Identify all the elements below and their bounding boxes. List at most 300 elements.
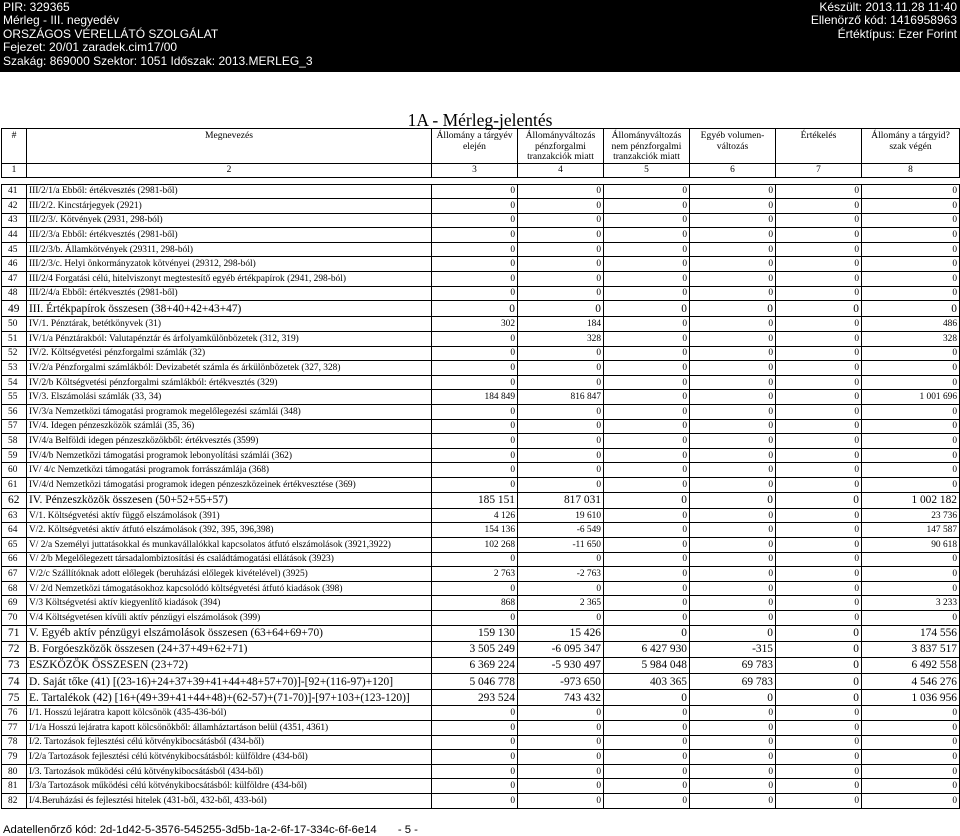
valuation-value: 0 bbox=[776, 463, 862, 478]
opening-value: 5 046 778 bbox=[432, 674, 518, 690]
volume-change-value: 0 bbox=[690, 492, 776, 508]
row-number: 73 bbox=[2, 657, 27, 673]
opening-value: 0 bbox=[432, 706, 518, 721]
valuation-value: 0 bbox=[776, 242, 862, 257]
cash-change-value: 0 bbox=[518, 375, 604, 390]
opening-value: 0 bbox=[432, 463, 518, 478]
valuation-value: 0 bbox=[776, 213, 862, 228]
volume-change-value: 0 bbox=[690, 405, 776, 420]
noncash-change-value: 0 bbox=[604, 242, 690, 257]
closing-value: 0 bbox=[862, 448, 960, 463]
table-row bbox=[2, 610, 960, 625]
noncash-change-value: 0 bbox=[604, 286, 690, 301]
noncash-change-value: 0 bbox=[604, 434, 690, 449]
noncash-change-value: 0 bbox=[604, 405, 690, 420]
volume-change-value: 0 bbox=[690, 735, 776, 750]
col-header-number: # bbox=[2, 129, 27, 164]
closing-value: 0 bbox=[862, 228, 960, 243]
table-row bbox=[2, 492, 960, 508]
opening-value: 0 bbox=[432, 610, 518, 625]
table-row bbox=[2, 419, 960, 434]
noncash-change-value: 0 bbox=[604, 537, 690, 552]
valuation-value: 0 bbox=[776, 706, 862, 721]
closing-value: 328 bbox=[862, 332, 960, 347]
table-row bbox=[2, 361, 960, 376]
table-row bbox=[2, 537, 960, 552]
cash-change-value: 184 bbox=[518, 317, 604, 332]
row-number: 41 bbox=[2, 184, 27, 199]
cash-change-value: 0 bbox=[518, 477, 604, 492]
row-name: I/3. Tartozások működési célú kötvénykibocsátásból (434-ből) bbox=[27, 764, 432, 779]
volume-change-value: 0 bbox=[690, 625, 776, 641]
row-number: 80 bbox=[2, 764, 27, 779]
closing-value: 3 837 517 bbox=[862, 641, 960, 657]
noncash-change-value: 0 bbox=[604, 463, 690, 478]
opening-value: 3 505 249 bbox=[432, 641, 518, 657]
closing-value: 0 bbox=[862, 463, 960, 478]
row-number: 71 bbox=[2, 625, 27, 641]
volume-change-value: 0 bbox=[690, 764, 776, 779]
row-name: IV/2/b Költségvetési pénzforgalmi számlákból: értékvesztés (329) bbox=[27, 375, 432, 390]
row-number: 52 bbox=[2, 346, 27, 361]
row-name: III/2/2. Kincstárjegyek (2921) bbox=[27, 199, 432, 214]
cash-change-value: 817 031 bbox=[518, 492, 604, 508]
opening-value: 185 151 bbox=[432, 492, 518, 508]
volume-change-value: 0 bbox=[690, 779, 776, 794]
col-header-cash-change: Állományváltozás pénzforgalmi tranzakciók miatt bbox=[518, 129, 604, 164]
row-name: IV/4/b Nemzetközi támogatási programok lebonyolítási számlái (362) bbox=[27, 448, 432, 463]
closing-value: 0 bbox=[862, 610, 960, 625]
volume-change-value: 0 bbox=[690, 361, 776, 376]
opening-value: 0 bbox=[432, 434, 518, 449]
cash-change-value: 0 bbox=[518, 779, 604, 794]
header-value-type: Értéktípus: Ezer Forint bbox=[837, 26, 957, 41]
cash-change-value: 0 bbox=[518, 552, 604, 567]
header-report-type: Mérleg - III. negyedév bbox=[3, 13, 120, 28]
table-row bbox=[2, 448, 960, 463]
opening-value: 0 bbox=[432, 361, 518, 376]
volume-change-value: 0 bbox=[690, 750, 776, 765]
closing-value: 6 492 558 bbox=[862, 657, 960, 673]
volume-change-value: 0 bbox=[690, 419, 776, 434]
noncash-change-value: 0 bbox=[604, 523, 690, 538]
row-name: III/2/4/a Ebből: értékvesztés (2981-ből) bbox=[27, 286, 432, 301]
valuation-value: 0 bbox=[776, 257, 862, 272]
closing-value: 0 bbox=[862, 361, 960, 376]
table-row bbox=[2, 346, 960, 361]
cash-change-value: 0 bbox=[518, 272, 604, 287]
row-name: V/ 2/a Személyi juttatásokkal és munkavállalókkal kapcsolatos átfutó elszámolások (3921,3922) bbox=[27, 537, 432, 552]
valuation-value: 0 bbox=[776, 552, 862, 567]
row-number: 72 bbox=[2, 641, 27, 657]
col-header-noncash-change: Állományváltozás nem pénzforgalmi tranzakciók miatt bbox=[604, 129, 690, 164]
volume-change-value: 0 bbox=[690, 184, 776, 199]
closing-value: 0 bbox=[862, 213, 960, 228]
volume-change-value: 0 bbox=[690, 610, 776, 625]
row-name: V/ 2/b Megelőlegezett társadalombiztosítási és családtámogatási ellátások (3923) bbox=[27, 552, 432, 567]
row-name: ESZKÖZÖK ÖSSZESEN (23+72) bbox=[27, 657, 432, 673]
row-number: 76 bbox=[2, 706, 27, 721]
table-row bbox=[2, 434, 960, 449]
row-name: III/2/3/a Ebből: értékvesztés (2981-ből) bbox=[27, 228, 432, 243]
valuation-value: 0 bbox=[776, 346, 862, 361]
col-header-opening: Állomány a tárgyév elején bbox=[432, 129, 518, 164]
volume-change-value: 0 bbox=[690, 508, 776, 523]
row-number: 62 bbox=[2, 492, 27, 508]
opening-value: 0 bbox=[432, 779, 518, 794]
column-header-row bbox=[2, 129, 960, 164]
opening-value: 0 bbox=[432, 375, 518, 390]
header-chapter: Fejezet: 20/01 zaradek.cim17/00 bbox=[3, 40, 178, 55]
closing-value: 90 618 bbox=[862, 537, 960, 552]
opening-value: 0 bbox=[432, 332, 518, 347]
cash-change-value: 0 bbox=[518, 794, 604, 809]
table-row bbox=[2, 390, 960, 405]
closing-value: 0 bbox=[862, 794, 960, 809]
volume-change-value: 0 bbox=[690, 581, 776, 596]
page-footer bbox=[3, 824, 436, 836]
cash-change-value: 0 bbox=[518, 361, 604, 376]
row-number: 69 bbox=[2, 596, 27, 611]
table-row bbox=[2, 477, 960, 492]
closing-value: 1 036 956 bbox=[862, 690, 960, 706]
row-number: 58 bbox=[2, 434, 27, 449]
header-organization: ORSZÁGOS VÉRELLÁTÓ SZOLGÁLAT bbox=[3, 26, 219, 41]
noncash-change-value: 0 bbox=[604, 779, 690, 794]
row-number: 49 bbox=[2, 301, 27, 317]
table-row bbox=[2, 523, 960, 538]
row-number: 79 bbox=[2, 750, 27, 765]
header-gap-row bbox=[2, 177, 960, 184]
opening-value: 6 369 224 bbox=[432, 657, 518, 673]
row-name: IV/4/a Belföldi idegen pénzeszközökből: értékvesztés (3599) bbox=[27, 434, 432, 449]
closing-value: 147 587 bbox=[862, 523, 960, 538]
volume-change-value: 0 bbox=[690, 706, 776, 721]
closing-value: 0 bbox=[862, 257, 960, 272]
row-number: 81 bbox=[2, 779, 27, 794]
volume-change-value: 0 bbox=[690, 537, 776, 552]
closing-value: 0 bbox=[862, 346, 960, 361]
noncash-change-value: 0 bbox=[604, 581, 690, 596]
noncash-change-value: 0 bbox=[604, 492, 690, 508]
table-row bbox=[2, 674, 960, 690]
cash-change-value: 0 bbox=[518, 257, 604, 272]
row-name: IV/2. Költségvetési pénzforgalmi számlák (32) bbox=[27, 346, 432, 361]
volume-change-value: 0 bbox=[690, 257, 776, 272]
row-number: 63 bbox=[2, 508, 27, 523]
cash-change-value: 0 bbox=[518, 448, 604, 463]
footer-page-number: - 5 - bbox=[397, 824, 418, 836]
valuation-value: 0 bbox=[776, 448, 862, 463]
closing-value: 3 233 bbox=[862, 596, 960, 611]
volume-change-value: 0 bbox=[690, 477, 776, 492]
cash-change-value: 0 bbox=[518, 184, 604, 199]
row-name: B. Forgóeszközök összesen (24+37+49+62+71) bbox=[27, 641, 432, 657]
volume-change-value: 0 bbox=[690, 317, 776, 332]
volume-change-value: 0 bbox=[690, 463, 776, 478]
opening-value: 293 524 bbox=[432, 690, 518, 706]
noncash-change-value: 403 365 bbox=[604, 674, 690, 690]
opening-value: 102 268 bbox=[432, 537, 518, 552]
noncash-change-value: 0 bbox=[604, 184, 690, 199]
opening-value: 0 bbox=[432, 213, 518, 228]
opening-value: 4 126 bbox=[432, 508, 518, 523]
volume-change-value: 0 bbox=[690, 567, 776, 582]
row-number: 65 bbox=[2, 537, 27, 552]
row-number: 44 bbox=[2, 228, 27, 243]
table-row bbox=[2, 625, 960, 641]
col-header-volume-change: Egyéb volumen-változás bbox=[690, 129, 776, 164]
header-check-code: Ellenörző kód: 1416958963 bbox=[810, 13, 957, 28]
closing-value: 0 bbox=[862, 750, 960, 765]
valuation-value: 0 bbox=[776, 228, 862, 243]
col-number: 8 bbox=[862, 163, 960, 177]
noncash-change-value: 0 bbox=[604, 690, 690, 706]
valuation-value: 0 bbox=[776, 657, 862, 673]
row-name: III/2/1/a Ebből: értékvesztés (2981-ből) bbox=[27, 184, 432, 199]
volume-change-value: 0 bbox=[690, 286, 776, 301]
table-row bbox=[2, 567, 960, 582]
valuation-value: 0 bbox=[776, 750, 862, 765]
volume-change-value: 0 bbox=[690, 523, 776, 538]
closing-value: 1 001 696 bbox=[862, 390, 960, 405]
table-row bbox=[2, 301, 960, 317]
valuation-value: 0 bbox=[776, 419, 862, 434]
volume-change-value: 0 bbox=[690, 242, 776, 257]
row-number: 82 bbox=[2, 794, 27, 809]
row-number: 43 bbox=[2, 213, 27, 228]
opening-value: 184 849 bbox=[432, 390, 518, 405]
noncash-change-value: 0 bbox=[604, 508, 690, 523]
col-number: 5 bbox=[604, 163, 690, 177]
valuation-value: 0 bbox=[776, 596, 862, 611]
noncash-change-value: 0 bbox=[604, 706, 690, 721]
table-row bbox=[2, 581, 960, 596]
col-number: 2 bbox=[27, 163, 432, 177]
noncash-change-value: 0 bbox=[604, 375, 690, 390]
noncash-change-value: 0 bbox=[604, 552, 690, 567]
header-pir: PIR: 329365 bbox=[3, 0, 70, 14]
noncash-change-value: 0 bbox=[604, 610, 690, 625]
cash-change-value: -973 650 bbox=[518, 674, 604, 690]
header-created: Készült: 2013.11.28 11:40 bbox=[819, 0, 957, 14]
valuation-value: 0 bbox=[776, 764, 862, 779]
valuation-value: 0 bbox=[776, 492, 862, 508]
table-row bbox=[2, 721, 960, 736]
noncash-change-value: 0 bbox=[604, 317, 690, 332]
table-row bbox=[2, 750, 960, 765]
report-header bbox=[0, 0, 960, 72]
row-number: 64 bbox=[2, 523, 27, 538]
valuation-value: 0 bbox=[776, 779, 862, 794]
opening-value: 0 bbox=[432, 286, 518, 301]
row-number: 48 bbox=[2, 286, 27, 301]
cash-change-value: 0 bbox=[518, 242, 604, 257]
closing-value: 4 546 276 bbox=[862, 674, 960, 690]
closing-value: 0 bbox=[862, 477, 960, 492]
closing-value: 0 bbox=[862, 735, 960, 750]
cash-change-value: 15 426 bbox=[518, 625, 604, 641]
row-number: 77 bbox=[2, 721, 27, 736]
table-row bbox=[2, 375, 960, 390]
footer-check-code: Adatellenőrző kód: 2d-1d42-5-3576-545255-3d5b-1a-2-6f-17-334c-6f-6e14 bbox=[3, 824, 377, 836]
opening-value: 0 bbox=[432, 346, 518, 361]
valuation-value: 0 bbox=[776, 794, 862, 809]
closing-value: 0 bbox=[862, 301, 960, 317]
closing-value: 0 bbox=[862, 581, 960, 596]
valuation-value: 0 bbox=[776, 199, 862, 214]
row-name: I/4.Beruházási és fejlesztési hitelek (431-ből, 432-ből, 433-ból) bbox=[27, 794, 432, 809]
closing-value: 0 bbox=[862, 199, 960, 214]
noncash-change-value: 0 bbox=[604, 199, 690, 214]
cash-change-value: 0 bbox=[518, 286, 604, 301]
noncash-change-value: 0 bbox=[604, 257, 690, 272]
row-number: 46 bbox=[2, 257, 27, 272]
row-number: 56 bbox=[2, 405, 27, 420]
table-row bbox=[2, 690, 960, 706]
table-row bbox=[2, 405, 960, 420]
opening-value: 0 bbox=[432, 228, 518, 243]
balance-table bbox=[1, 128, 960, 809]
row-name: III/2/4 Forgatási célú, hitelviszonyt megtestesítő egyéb értékpapírok (2941, 298-ból) bbox=[27, 272, 432, 287]
volume-change-value: 0 bbox=[690, 332, 776, 347]
table-row bbox=[2, 257, 960, 272]
row-name: IV/ 4/c Nemzetközi támogatási programok forrásszámlája (368) bbox=[27, 463, 432, 478]
table-row bbox=[2, 764, 960, 779]
volume-change-value: 0 bbox=[690, 434, 776, 449]
table-row bbox=[2, 332, 960, 347]
report-title: 1A - Mérleg-jelentés bbox=[407, 110, 553, 130]
valuation-value: 0 bbox=[776, 735, 862, 750]
cash-change-value: -6 549 bbox=[518, 523, 604, 538]
valuation-value: 0 bbox=[776, 567, 862, 582]
noncash-change-value: 0 bbox=[604, 390, 690, 405]
table-row bbox=[2, 508, 960, 523]
opening-value: 0 bbox=[432, 184, 518, 199]
cash-change-value: 0 bbox=[518, 301, 604, 317]
table-row bbox=[2, 317, 960, 332]
row-name: III. Értékpapírok összesen (38+40+42+43+47) bbox=[27, 301, 432, 317]
closing-value: 0 bbox=[862, 764, 960, 779]
table-row bbox=[2, 286, 960, 301]
volume-change-value: 69 783 bbox=[690, 674, 776, 690]
cash-change-value: 0 bbox=[518, 706, 604, 721]
row-name: V/3 Költségvetési aktív kiegyenlítő kiadások (394) bbox=[27, 596, 432, 611]
noncash-change-value: 0 bbox=[604, 721, 690, 736]
cash-change-value: -5 930 497 bbox=[518, 657, 604, 673]
volume-change-value: 0 bbox=[690, 794, 776, 809]
volume-change-value: 0 bbox=[690, 390, 776, 405]
closing-value: 0 bbox=[862, 405, 960, 420]
cash-change-value: 0 bbox=[518, 199, 604, 214]
opening-value: 0 bbox=[432, 721, 518, 736]
row-name: V. Egyéb aktív pénzügyi elszámolások összesen (63+64+69+70) bbox=[27, 625, 432, 641]
row-name: V/2. Költségvetési aktív átfutó elszámolások (392, 395, 396,398) bbox=[27, 523, 432, 538]
opening-value: 0 bbox=[432, 242, 518, 257]
valuation-value: 0 bbox=[776, 581, 862, 596]
row-name: I/3/a Tartozások működési célú kötvénykibocsátásból: külföldre (434-ből) bbox=[27, 779, 432, 794]
row-name: III/2/3/c. Helyi önkormányzatok kötvényei (29312, 298-ból) bbox=[27, 257, 432, 272]
row-number: 47 bbox=[2, 272, 27, 287]
cash-change-value: 328 bbox=[518, 332, 604, 347]
row-name: I/1/a Hosszú lejáratra kapott kölcsönökből: államháztartáson belül (4351, 4361) bbox=[27, 721, 432, 736]
volume-change-value: 0 bbox=[690, 721, 776, 736]
row-number: 70 bbox=[2, 610, 27, 625]
closing-value: 174 556 bbox=[862, 625, 960, 641]
cash-change-value: 0 bbox=[518, 750, 604, 765]
valuation-value: 0 bbox=[776, 184, 862, 199]
valuation-value: 0 bbox=[776, 317, 862, 332]
row-name: V/ 2/d Nemzetközi támogatásokhoz kapcsolódó költségvetési átfutó kiadások (398) bbox=[27, 581, 432, 596]
noncash-change-value: 0 bbox=[604, 625, 690, 641]
opening-value: 302 bbox=[432, 317, 518, 332]
noncash-change-value: 0 bbox=[604, 361, 690, 376]
row-name: I/2. Tartozások fejlesztési célú kötvénykibocsátásból (434-ből) bbox=[27, 735, 432, 750]
volume-change-value: 0 bbox=[690, 448, 776, 463]
table-row bbox=[2, 184, 960, 199]
closing-value: 0 bbox=[862, 375, 960, 390]
closing-value: 0 bbox=[862, 552, 960, 567]
cash-change-value: -6 095 347 bbox=[518, 641, 604, 657]
column-number-row bbox=[2, 163, 960, 177]
valuation-value: 0 bbox=[776, 361, 862, 376]
valuation-value: 0 bbox=[776, 272, 862, 287]
row-name: E. Tartalékok (42) [16+(49+39+41+44+48)+(62-57)+(71-70)]-[97+103+(123-120)] bbox=[27, 690, 432, 706]
noncash-change-value: 0 bbox=[604, 477, 690, 492]
noncash-change-value: 0 bbox=[604, 301, 690, 317]
closing-value: 0 bbox=[862, 419, 960, 434]
col-header-closing: Állomány a tárgyid?szak végén bbox=[862, 129, 960, 164]
row-number: 57 bbox=[2, 419, 27, 434]
opening-value: 0 bbox=[432, 405, 518, 420]
opening-value: 0 bbox=[432, 477, 518, 492]
table-row bbox=[2, 735, 960, 750]
valuation-value: 0 bbox=[776, 610, 862, 625]
table-row bbox=[2, 242, 960, 257]
row-number: 59 bbox=[2, 448, 27, 463]
table-row bbox=[2, 213, 960, 228]
opening-value: 0 bbox=[432, 448, 518, 463]
valuation-value: 0 bbox=[776, 537, 862, 552]
col-number: 7 bbox=[776, 163, 862, 177]
volume-change-value: 0 bbox=[690, 228, 776, 243]
valuation-value: 0 bbox=[776, 523, 862, 538]
row-number: 42 bbox=[2, 199, 27, 214]
table-row bbox=[2, 657, 960, 673]
col-number: 4 bbox=[518, 163, 604, 177]
row-number: 60 bbox=[2, 463, 27, 478]
noncash-change-value: 0 bbox=[604, 794, 690, 809]
row-number: 68 bbox=[2, 581, 27, 596]
noncash-change-value: 5 984 048 bbox=[604, 657, 690, 673]
row-number: 67 bbox=[2, 567, 27, 582]
closing-value: 0 bbox=[862, 567, 960, 582]
valuation-value: 0 bbox=[776, 390, 862, 405]
volume-change-value: 69 783 bbox=[690, 657, 776, 673]
cash-change-value: 2 365 bbox=[518, 596, 604, 611]
table-row bbox=[2, 596, 960, 611]
opening-value: 154 136 bbox=[432, 523, 518, 538]
table-row bbox=[2, 706, 960, 721]
cash-change-value: 0 bbox=[518, 228, 604, 243]
valuation-value: 0 bbox=[776, 641, 862, 657]
opening-value: 0 bbox=[432, 794, 518, 809]
opening-value: 0 bbox=[432, 199, 518, 214]
closing-value: 0 bbox=[862, 272, 960, 287]
cash-change-value: 0 bbox=[518, 405, 604, 420]
closing-value: 23 736 bbox=[862, 508, 960, 523]
noncash-change-value: 0 bbox=[604, 346, 690, 361]
